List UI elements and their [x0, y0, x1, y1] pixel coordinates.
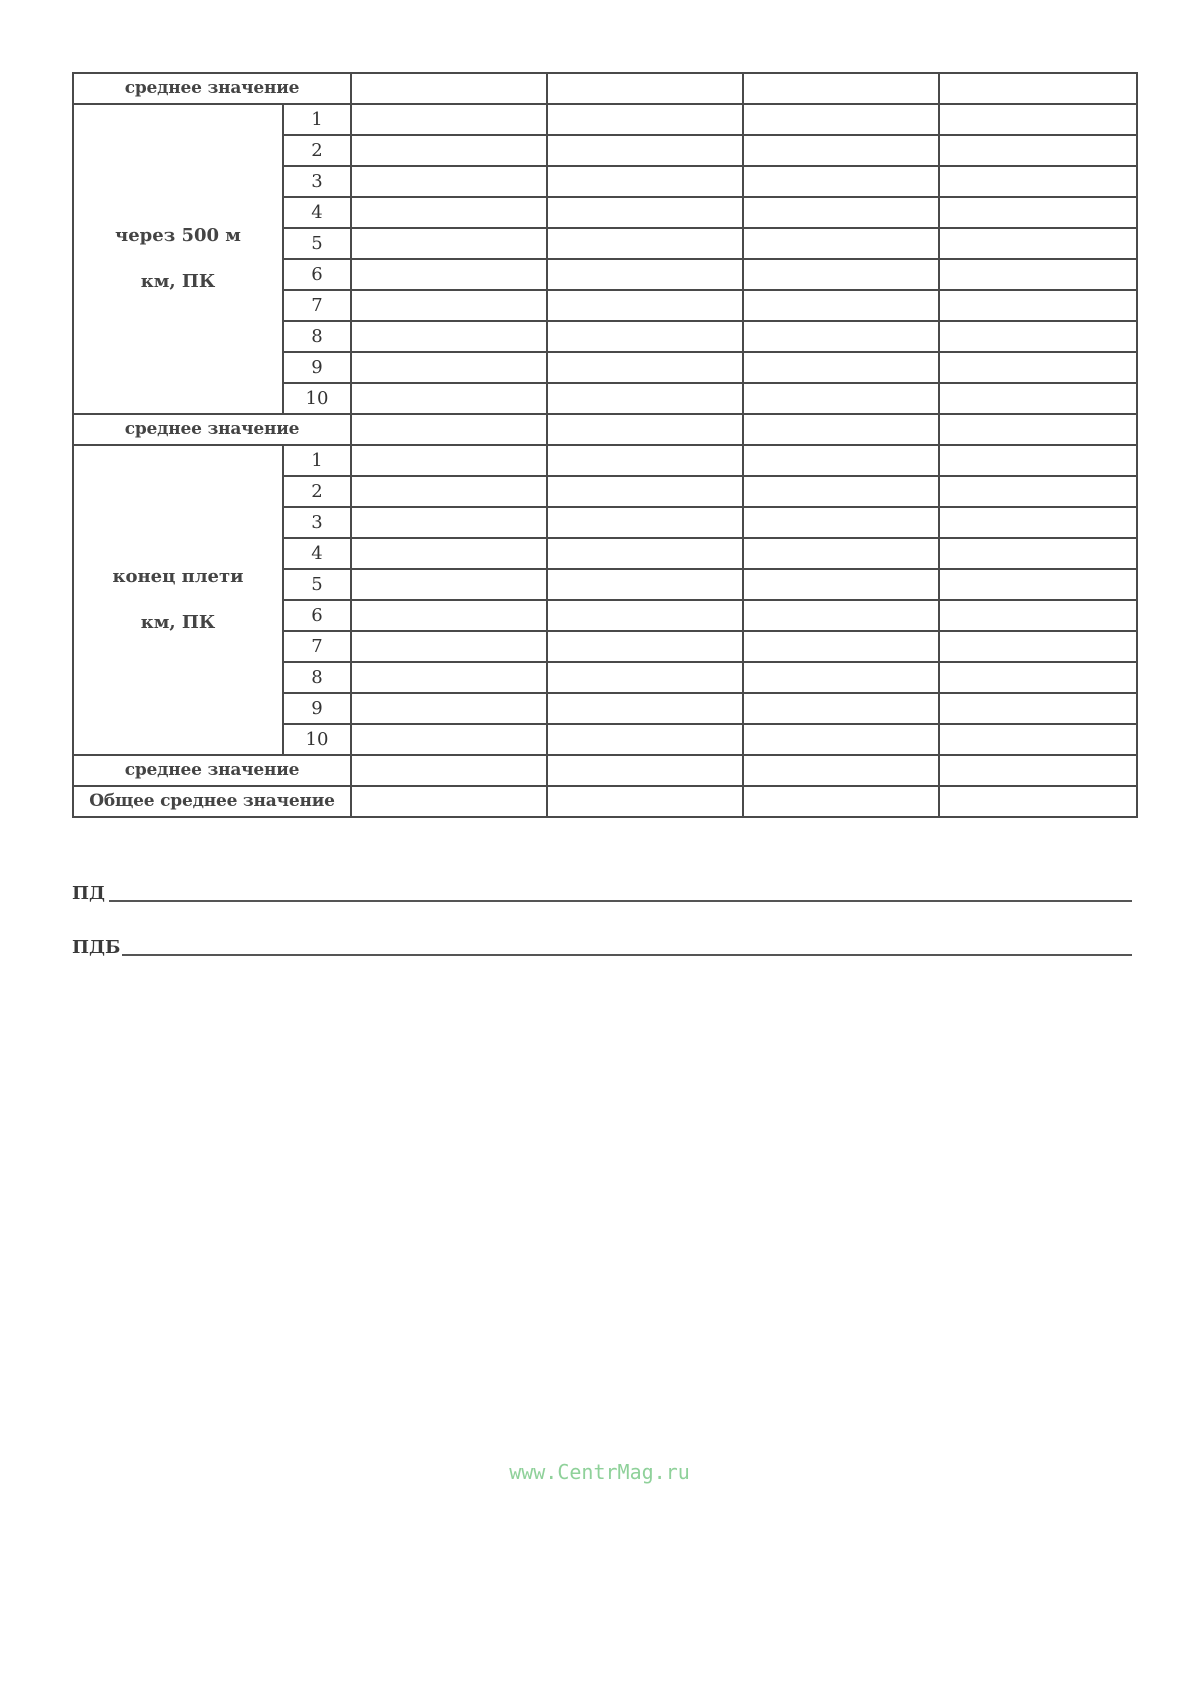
value-cell[interactable] [939, 135, 1137, 166]
row-number: 6 [283, 600, 351, 631]
value-cell[interactable] [351, 104, 547, 135]
row-number: 3 [283, 166, 351, 197]
group-label-line1: конец плети [112, 566, 244, 587]
row-number: 7 [283, 631, 351, 662]
average-row-label: среднее значение [73, 73, 351, 104]
value-cell[interactable] [743, 321, 939, 352]
value-cell[interactable] [743, 600, 939, 631]
value-cell[interactable] [351, 414, 547, 445]
value-cell[interactable] [547, 445, 743, 476]
row-number: 7 [283, 290, 351, 321]
value-cell[interactable] [939, 538, 1137, 569]
value-cell[interactable] [351, 259, 547, 290]
value-cell[interactable] [547, 259, 743, 290]
value-cell[interactable] [351, 73, 547, 104]
pdb-blank[interactable] [122, 954, 1132, 956]
value-cell[interactable] [547, 755, 743, 786]
average-row [73, 73, 1137, 104]
value-cell[interactable] [547, 476, 743, 507]
value-cell[interactable] [547, 197, 743, 228]
value-cell[interactable] [743, 73, 939, 104]
value-cell[interactable] [743, 228, 939, 259]
value-cell[interactable] [547, 786, 743, 817]
row-number: 10 [283, 383, 351, 414]
value-cell[interactable] [939, 197, 1137, 228]
value-cell[interactable] [351, 569, 547, 600]
value-cell[interactable] [743, 507, 939, 538]
value-cell[interactable] [939, 73, 1137, 104]
overall-average-row-label: Общее среднее значение [73, 786, 351, 817]
pdb-signature-line [72, 932, 1132, 960]
value-cell[interactable] [743, 476, 939, 507]
value-cell[interactable] [743, 414, 939, 445]
value-cell[interactable] [939, 507, 1137, 538]
value-cell[interactable] [547, 383, 743, 414]
pd-blank[interactable] [109, 900, 1132, 902]
value-cell[interactable] [547, 290, 743, 321]
value-cell[interactable] [547, 507, 743, 538]
value-cell[interactable] [743, 538, 939, 569]
row-number: 8 [283, 662, 351, 693]
value-cell[interactable] [743, 786, 939, 817]
value-cell[interactable] [351, 755, 547, 786]
value-cell[interactable] [351, 631, 547, 662]
watermark: www.CentrMag.ru [509, 1460, 690, 1484]
value-cell[interactable] [939, 724, 1137, 755]
row-number: 8 [283, 321, 351, 352]
value-cell[interactable] [939, 662, 1137, 693]
value-cell[interactable] [939, 476, 1137, 507]
row-number: 2 [283, 476, 351, 507]
value-cell[interactable] [939, 786, 1137, 817]
table-row [73, 104, 1137, 135]
row-number: 5 [283, 569, 351, 600]
value-cell[interactable] [939, 104, 1137, 135]
row-number: 1 [283, 445, 351, 476]
value-cell[interactable] [939, 631, 1137, 662]
value-cell[interactable] [547, 693, 743, 724]
value-cell[interactable] [351, 352, 547, 383]
value-cell[interactable] [547, 538, 743, 569]
row-number: 4 [283, 538, 351, 569]
value-cell[interactable] [351, 383, 547, 414]
group-label-line1: через 500 м [115, 225, 241, 246]
row-number: 4 [283, 197, 351, 228]
value-cell[interactable] [939, 228, 1137, 259]
value-cell[interactable] [351, 786, 547, 817]
value-cell[interactable] [351, 507, 547, 538]
measurement-table [72, 72, 1138, 818]
value-cell[interactable] [743, 290, 939, 321]
value-cell[interactable] [939, 445, 1137, 476]
row-number: 9 [283, 693, 351, 724]
value-cell[interactable] [939, 259, 1137, 290]
value-cell[interactable] [351, 445, 547, 476]
value-cell[interactable] [547, 166, 743, 197]
value-cell[interactable] [939, 569, 1137, 600]
value-cell[interactable] [351, 135, 547, 166]
value-cell[interactable] [743, 383, 939, 414]
value-cell[interactable] [547, 135, 743, 166]
value-cell[interactable] [351, 321, 547, 352]
value-cell[interactable] [351, 662, 547, 693]
pdb-label: ПДБ [72, 937, 121, 958]
value-cell[interactable] [939, 352, 1137, 383]
value-cell[interactable] [547, 724, 743, 755]
group-label [73, 445, 283, 755]
row-number: 10 [283, 724, 351, 755]
value-cell[interactable] [743, 166, 939, 197]
value-cell[interactable] [351, 290, 547, 321]
value-cell[interactable] [939, 290, 1137, 321]
pd-signature-line [72, 878, 1132, 906]
row-number: 3 [283, 507, 351, 538]
value-cell[interactable] [351, 600, 547, 631]
value-cell[interactable] [743, 445, 939, 476]
value-cell[interactable] [547, 73, 743, 104]
group-label-line2: км, ПК [140, 612, 216, 633]
value-cell[interactable] [351, 476, 547, 507]
row-number: 6 [283, 259, 351, 290]
value-cell[interactable] [939, 755, 1137, 786]
value-cell[interactable] [939, 414, 1137, 445]
pd-label: ПД [72, 883, 106, 904]
value-cell[interactable] [743, 135, 939, 166]
value-cell[interactable] [743, 197, 939, 228]
value-cell[interactable] [939, 383, 1137, 414]
average-row [73, 414, 1137, 445]
value-cell[interactable] [547, 569, 743, 600]
group-label [73, 104, 283, 414]
value-cell[interactable] [547, 631, 743, 662]
value-cell[interactable] [547, 104, 743, 135]
value-cell[interactable] [743, 569, 939, 600]
value-cell[interactable] [351, 228, 547, 259]
value-cell[interactable] [547, 321, 743, 352]
row-number: 5 [283, 228, 351, 259]
value-cell[interactable] [743, 104, 939, 135]
value-cell[interactable] [547, 600, 743, 631]
value-cell[interactable] [351, 693, 547, 724]
value-cell[interactable] [939, 166, 1137, 197]
value-cell[interactable] [743, 755, 939, 786]
value-cell[interactable] [743, 662, 939, 693]
overall-average-row [73, 786, 1137, 817]
group-label-line2: км, ПК [140, 271, 216, 292]
value-cell[interactable] [547, 352, 743, 383]
value-cell[interactable] [547, 228, 743, 259]
average-row-label: среднее значение [73, 414, 351, 445]
value-cell[interactable] [743, 693, 939, 724]
value-cell[interactable] [547, 662, 743, 693]
average-row [73, 755, 1137, 786]
value-cell[interactable] [351, 724, 547, 755]
value-cell[interactable] [939, 321, 1137, 352]
value-cell[interactable] [939, 600, 1137, 631]
value-cell[interactable] [547, 414, 743, 445]
row-number: 2 [283, 135, 351, 166]
value-cell[interactable] [743, 724, 939, 755]
value-cell[interactable] [351, 197, 547, 228]
value-cell[interactable] [351, 538, 547, 569]
value-cell[interactable] [743, 631, 939, 662]
row-number: 9 [283, 352, 351, 383]
average-row-label: среднее значение [73, 755, 351, 786]
value-cell[interactable] [939, 693, 1137, 724]
row-number: 1 [283, 104, 351, 135]
table-row [73, 445, 1137, 476]
value-cell[interactable] [743, 352, 939, 383]
value-cell[interactable] [351, 166, 547, 197]
table-body [73, 73, 1137, 817]
value-cell[interactable] [743, 259, 939, 290]
